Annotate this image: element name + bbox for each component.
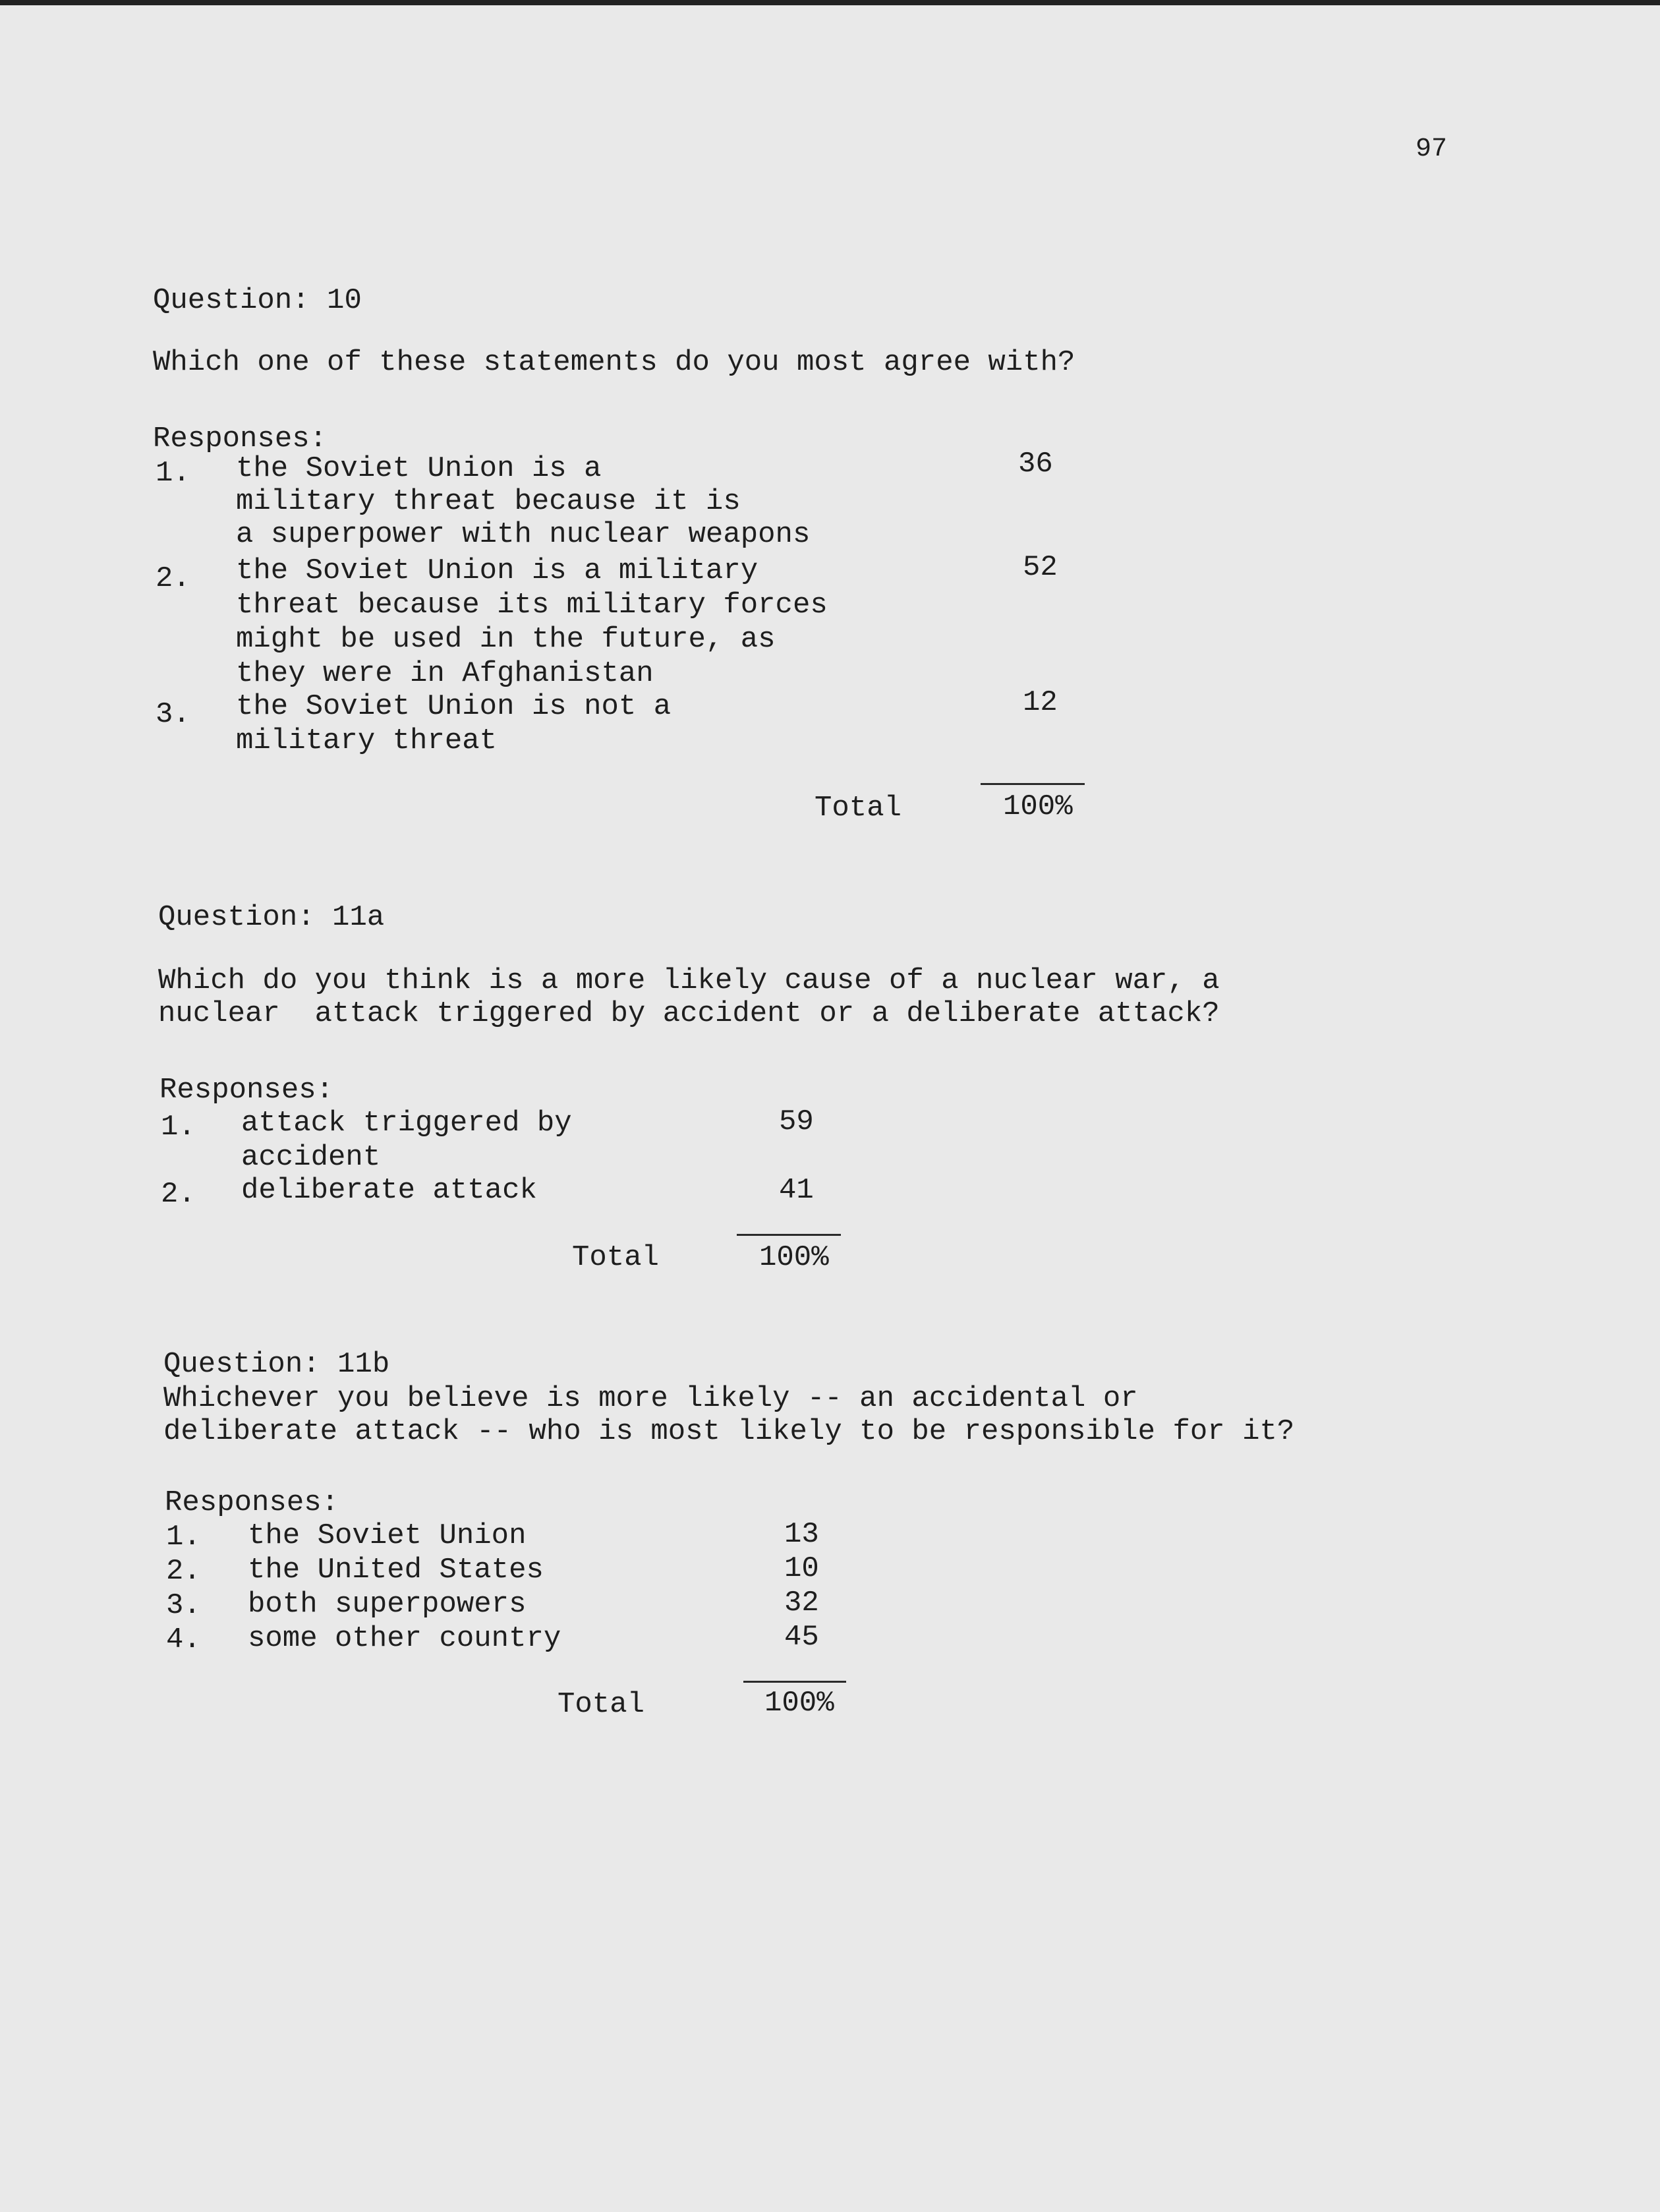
q11b-item-3-num: 3. bbox=[166, 1589, 201, 1622]
q11b-total-value: 100% bbox=[764, 1687, 834, 1720]
page-number: 97 bbox=[1416, 134, 1448, 164]
q11b-total-label: Total bbox=[558, 1688, 645, 1721]
q10-item-3-line-2: military threat bbox=[236, 724, 498, 757]
q10-total-rule bbox=[981, 783, 1085, 785]
q11b-item-4-value: 45 bbox=[784, 1621, 819, 1654]
q11b-item-1-value: 13 bbox=[784, 1518, 819, 1551]
q11a-item-2-line-1: deliberate attack bbox=[241, 1174, 537, 1207]
q10-item-2-line-1: the Soviet Union is a military bbox=[236, 554, 758, 587]
q11b-item-2-line-1: the United States bbox=[248, 1554, 544, 1586]
q11a-total-label: Total bbox=[572, 1241, 660, 1274]
q10-responses-label: Responses: bbox=[153, 422, 328, 455]
q11b-item-2-num: 2. bbox=[166, 1555, 201, 1588]
q10-label: Question: 10 bbox=[153, 284, 362, 317]
q10-item-2-line-2: threat because its military forces bbox=[236, 589, 828, 622]
q11b-total-rule bbox=[743, 1681, 846, 1683]
q11a-item-2-num: 2. bbox=[161, 1178, 196, 1211]
q11b-item-3-value: 32 bbox=[784, 1586, 819, 1619]
q10-item-2-value: 52 bbox=[1023, 551, 1058, 584]
q10-total-value: 100% bbox=[1003, 790, 1073, 823]
q11a-item-1-line-1: attack triggered by bbox=[241, 1107, 572, 1140]
q11b-item-3-line-1: both superpowers bbox=[248, 1588, 527, 1621]
q10-item-3-num: 3. bbox=[156, 698, 190, 731]
q11b-text-line-2: deliberate attack -- who is most likely to be responsible for it? bbox=[163, 1415, 1295, 1448]
q11b-item-4-num: 4. bbox=[166, 1623, 201, 1656]
q10-item-1-num: 1. bbox=[156, 457, 190, 490]
q11a-total-value: 100% bbox=[759, 1241, 829, 1274]
q11b-item-1-num: 1. bbox=[166, 1521, 201, 1554]
q11a-item-1-line-2: accident bbox=[241, 1141, 381, 1174]
q11b-item-4-line-1: some other country bbox=[248, 1622, 561, 1655]
q10-item-2-line-3: might be used in the future, as bbox=[236, 623, 776, 656]
q10-item-2-num: 2. bbox=[156, 562, 190, 595]
q11a-responses-label: Responses: bbox=[159, 1074, 334, 1107]
q10-item-3-line-1: the Soviet Union is not a bbox=[236, 690, 672, 723]
q10-item-1-line-3: a superpower with nuclear weapons bbox=[236, 518, 811, 551]
q10-total-label: Total bbox=[815, 792, 902, 825]
q10-text: Which one of these statements do you most agree with? bbox=[153, 346, 1075, 379]
q11a-item-1-num: 1. bbox=[161, 1111, 196, 1144]
q10-item-3-value: 12 bbox=[1023, 686, 1058, 719]
q11b-responses-label: Responses: bbox=[165, 1486, 339, 1519]
q11b-text-line-1: Whichever you believe is more likely -- an accidental or bbox=[163, 1382, 1138, 1415]
q10-item-1-line-2: military threat because it is bbox=[236, 485, 741, 518]
q11a-item-2-value: 41 bbox=[779, 1174, 814, 1207]
q11a-item-1-value: 59 bbox=[779, 1105, 814, 1138]
scan-edge bbox=[0, 0, 1660, 5]
q11a-total-rule bbox=[737, 1234, 841, 1236]
q11a-text-line-2: nuclear attack triggered by accident or a deliberate attack? bbox=[158, 997, 1220, 1030]
q11b-item-1-line-1: the Soviet Union bbox=[248, 1519, 527, 1552]
q11a-text-line-1: Which do you think is a more likely cause of a nuclear war, a bbox=[158, 964, 1220, 997]
q10-item-1-value: 36 bbox=[1018, 448, 1053, 480]
q10-item-1-line-1: the Soviet Union is a bbox=[236, 452, 602, 485]
q11b-item-2-value: 10 bbox=[784, 1552, 819, 1585]
q11a-label: Question: 11a bbox=[158, 901, 385, 934]
q10-item-2-line-4: they were in Afghanistan bbox=[236, 657, 654, 690]
q11b-label: Question: 11b bbox=[163, 1348, 390, 1381]
